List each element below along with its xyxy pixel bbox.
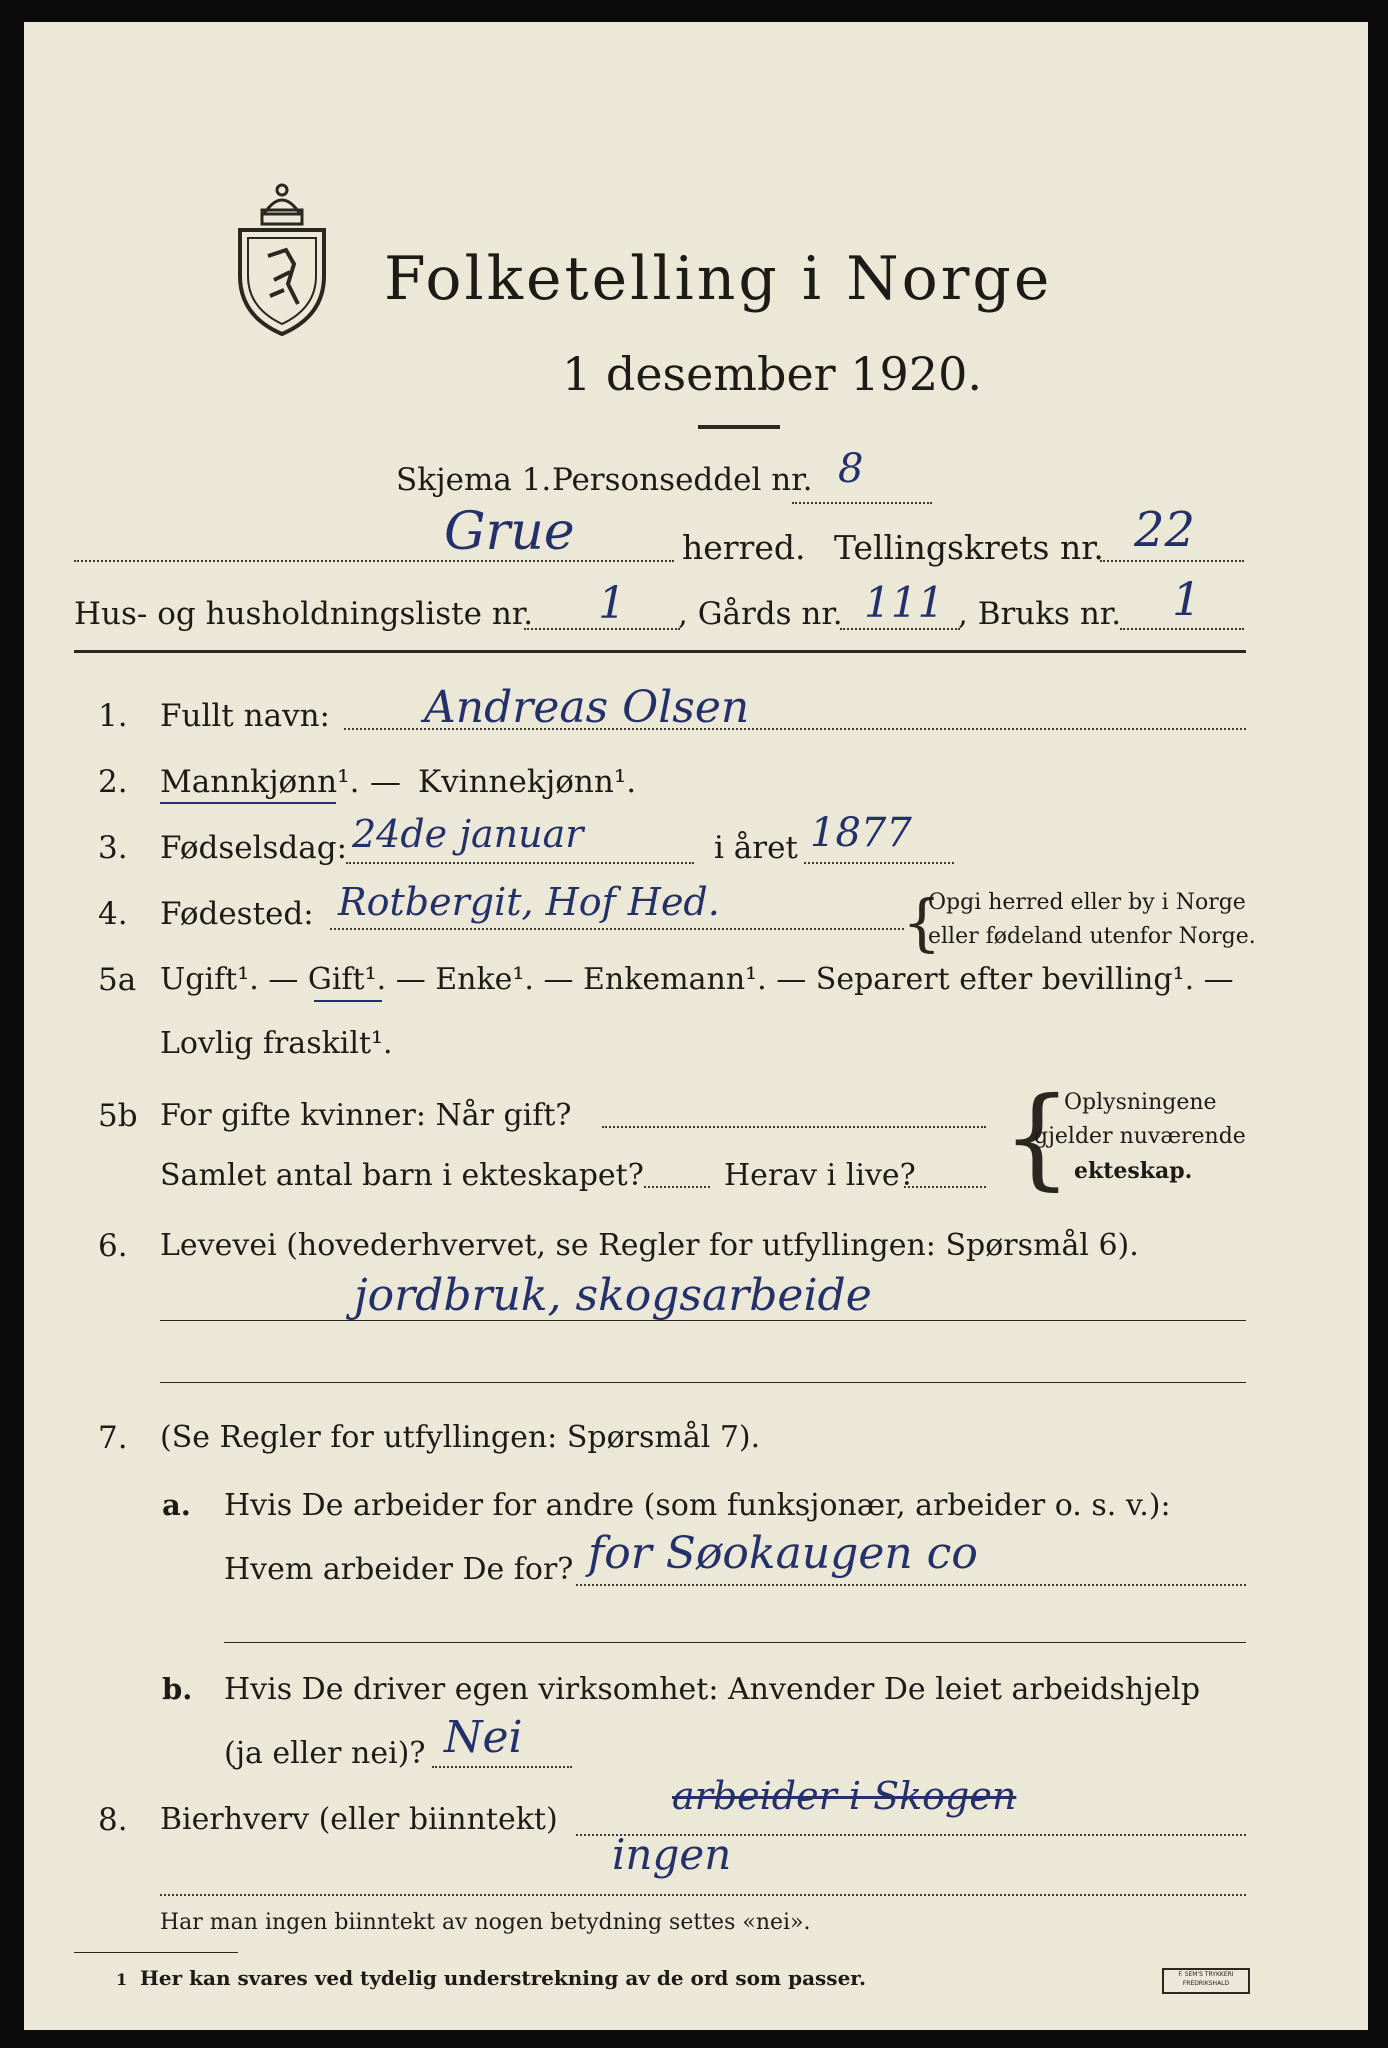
q6-value: jordbruk, skogsarbeide [354,1270,872,1321]
q8-label: Bierhverv (eller biinntekt) [160,1802,558,1837]
q5b-note-line3: ekteskap. [1074,1158,1193,1184]
hus-label: Hus- og husholdningsliste nr. [74,596,534,632]
q1-number: 1. [98,698,128,734]
footer-note: Har man ingen biinntekt av nogen betydning settes «nei». [160,1910,811,1935]
herred-value: Grue [444,502,575,562]
q4-number: 4. [98,896,128,932]
q4-note-line1: Opgi herred eller by i Norge [928,890,1246,915]
q3-year-label: i året [714,830,798,866]
q2-male: Mannkjønn¹. [160,764,360,800]
bruks-label: , Bruks nr. [958,596,1122,632]
q3-label: Fødselsdag: [160,830,348,866]
q8-struck-value: arbeider i Skogen [672,1774,1017,1818]
q4-value: Rotbergit, Hof Hed. [338,880,720,924]
q7b-letter: b. [162,1672,193,1706]
q3-year-value: 1877 [810,810,912,856]
q1-value: Andreas Olsen [424,682,750,733]
herred-label: herred. [682,528,806,567]
q7a-line2: Hvem arbeider De for? [224,1552,574,1587]
hus-value: 1 [598,578,626,629]
q5b-line2b: Herav i live? [724,1158,916,1193]
q7-label: (Se Regler for utfyllingen: Spørsmål 7). [160,1420,761,1455]
q6-number: 6. [98,1228,128,1264]
form-title: Folketelling i Norge [384,244,1053,314]
bruks-value: 1 [1172,572,1202,626]
q7a-line1: Hvis De arbeider for andre (som funksjonær, arbeider o. s. v.): [224,1488,1171,1523]
q5b-note-line2: gjelder nuværende [1034,1124,1246,1149]
q6-label: Levevei (hovederhvervet, se Regler for utfyllingen: Spørsmål 6). [160,1228,1139,1263]
q7-number: 7. [98,1420,128,1456]
census-date: 1 desember 1920. [562,347,982,401]
personseddel-label: Personseddel nr. [552,462,813,498]
q5b-note-line1: Oplysningene [1064,1090,1217,1115]
q7a-value: for Søokaugen co [588,1528,978,1579]
printer-stamp-text: F. SEM'S TRYKKERI FREDRIKSHALD [1178,1971,1234,1987]
q3-value: 24de januar [352,812,584,856]
q8-value: ingen [612,1830,732,1879]
footnote-mark: 1 [116,1970,128,1989]
tellingskrets-label: Tellingskrets nr. [834,528,1104,567]
q2-female: Kvinnekjønn¹. [418,764,637,800]
q1-label: Fullt navn: [160,698,330,734]
q4-note-line2: eller fødeland utenfor Norge. [928,924,1256,949]
q7b-line2: (ja eller nei)? [224,1736,426,1771]
q5a-line2: Lovlig fraskilt¹. [160,1026,393,1061]
q3-number: 3. [98,830,128,866]
tellingskrets-value: 22 [1134,502,1196,558]
gards-label: , Gårds nr. [678,596,843,632]
personseddel-value: 8 [838,446,864,492]
q5a-line1: Ugift¹. — Gift¹. — Enke¹. — Enkemann¹. — Separert efter bevilling¹. — [160,962,1234,997]
q5a-number: 5a [98,962,137,998]
coat-of-arms-icon [234,180,330,338]
q2-number: 2. [98,764,128,800]
q8-number: 8. [98,1802,128,1838]
q7b-line1: Hvis De driver egen virksomhet: Anvender De leiet arbeidshjelp [224,1672,1201,1707]
q5b-number: 5b [98,1098,138,1134]
skjema-label: Skjema 1. [396,462,552,498]
footnote: Her kan svares ved tydelig understrekning av de ord som passer. [140,1966,866,1990]
census-form: Folketelling i Norge 1 desember 1920. Skjema 1. Personseddel nr. 8 Grue herred. Tellingskrets nr. 22 Hus- og husholdningsliste nr. 1 , Gårds nr. 111 , Bruks nr. 1 1. Fullt navn: Andreas Olsen 2. Mannkjønn¹. — Kvinnekjønn¹. 3. Fødselsdag: 24de januar i året 1877 4. Fødested: Rotbergit, Hof Hed. { Opgi herred eller by i Norge eller fødeland utenfor Norge. 5a Ugift¹. — Gift¹. — Enke¹. — Enkemann¹. — Separert efter bevilling¹. — Lovlig fraskilt¹. 5b For gifte kvinner: Når gift? Samlet antal barn i ekteskapet? Herav i live? { Oplysningene gjelder nuværende ekteskap. 6. Levevei (hovederhvervet, se Regler for utfyllingen: Spørsmål 6). jordbruk, skogsarbeide 7. (Se Regler for utfyllingen: Spørsmål 7). a. Hvis De arbeider for andre (som funksjonær, arbeider o. s. v.): Hvem arbeider De for? for Søokaugen co b. Hvis De driver egen virksomhet: Anvender De leiet arbeidshjelp (ja eller nei)? Nei 8. Bierhverv (eller biinntekt) arbeider i Skogen ingen Har man ingen biinntekt av nogen betydning settes «nei». 1 Her kan svares ved tydelig understrekning av de ord som passer. F. SEM'S TRYKKERI FREDRIKSHALD [24,22,1368,2030]
q7b-value: Nei [444,1712,523,1763]
q5b-line1: For gifte kvinner: Når gift? [160,1098,572,1133]
gards-value: 111 [864,578,945,627]
q5b-line2a: Samlet antal barn i ekteskapet? [160,1158,644,1193]
q4-label: Fødested: [160,896,314,932]
q2-separator: — [370,764,401,800]
q7a-letter: a. [162,1488,191,1522]
printer-stamp [1162,1968,1250,1994]
